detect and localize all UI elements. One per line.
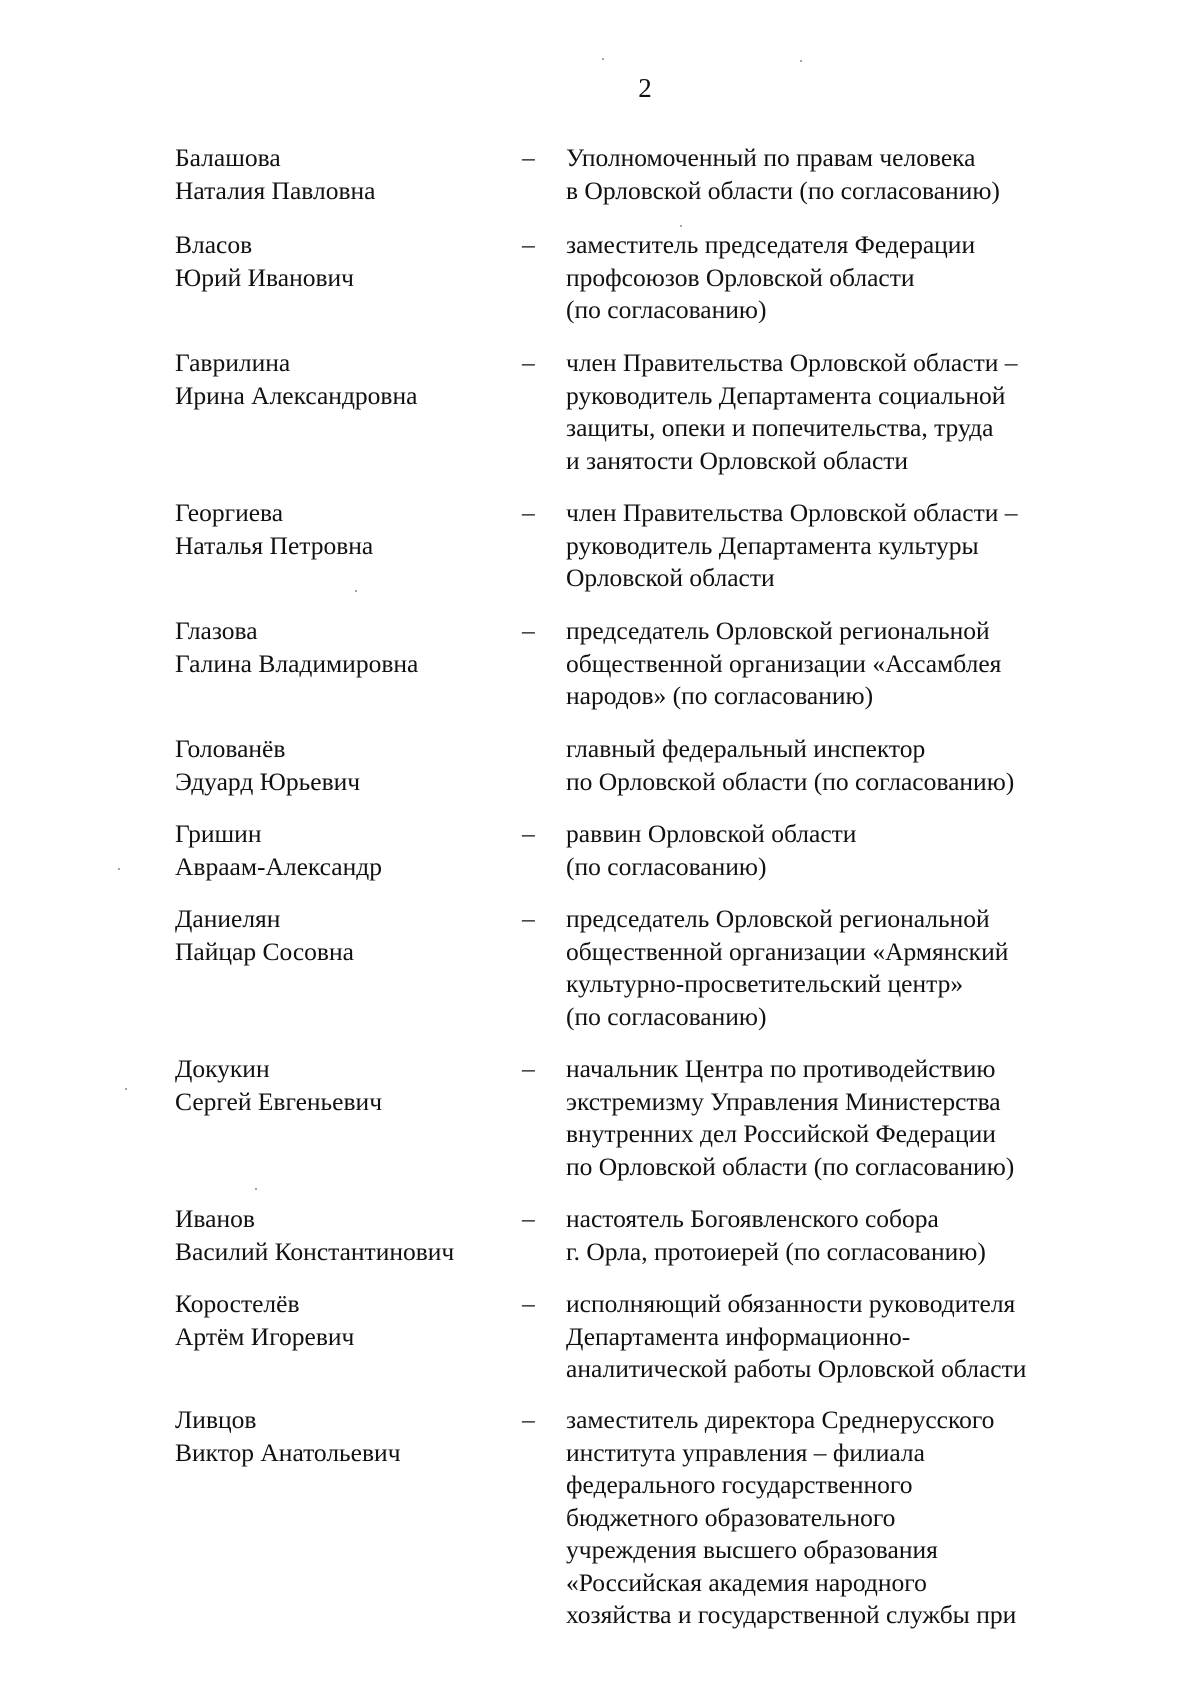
member-surname: Георгиева — [175, 498, 284, 527]
position-line: культурно-просветительский центр» — [566, 969, 964, 998]
entry-dash: – — [522, 230, 535, 259]
position-line: защиты, опеки и попечительства, труда — [566, 413, 994, 442]
position-line: Орловской области — [566, 563, 775, 592]
member-position — [566, 229, 1086, 327]
member-name — [175, 347, 515, 412]
member-name — [175, 1203, 515, 1268]
scan-speck — [680, 225, 682, 227]
member-surname: Коростелёв — [175, 1289, 300, 1318]
member-position — [566, 615, 1086, 713]
entry-dash: – — [522, 348, 535, 377]
position-line: член Правительства Орловской области – — [566, 498, 1018, 527]
member-name — [175, 1288, 515, 1353]
position-line: института управления – филиала — [566, 1437, 925, 1467]
position-line: народов» (по согласованию) — [566, 681, 874, 710]
scan-speck — [118, 868, 120, 870]
member-given-names: Артём Игоревич — [175, 1321, 355, 1351]
entry-dash: – — [522, 498, 535, 527]
entry-dash: – — [522, 1405, 535, 1434]
member-given-names: Наталия Павловна — [175, 175, 376, 205]
position-line: председатель Орловской региональной — [566, 616, 990, 645]
position-line: раввин Орловской области — [566, 819, 857, 848]
position-line: учреждения высшего образования — [566, 1535, 938, 1564]
position-line: внутренних дел Российской Федерации — [566, 1119, 996, 1148]
member-position — [566, 347, 1086, 477]
position-line: профсоюзов Орловской области — [566, 262, 915, 292]
member-surname: Даниелян — [175, 904, 281, 933]
member-name — [175, 733, 515, 798]
position-line: (по согласованию) — [566, 295, 767, 324]
member-surname: Гаврилина — [175, 348, 291, 377]
member-name — [175, 903, 515, 968]
member-given-names: Василий Константинович — [175, 1236, 455, 1266]
member-name — [175, 1404, 515, 1469]
member-surname: Голованёв — [175, 734, 286, 763]
member-given-names: Виктор Анатольевич — [175, 1437, 401, 1467]
member-position — [566, 1203, 1086, 1268]
position-line: г. Орла, протоиерей (по согласованию) — [566, 1236, 986, 1266]
member-given-names: Галина Владимировна — [175, 648, 419, 678]
scan-speck — [125, 1088, 127, 1090]
member-given-names: Эдуард Юрьевич — [175, 766, 361, 796]
position-line: и занятости Орловской области — [566, 445, 909, 475]
position-line: по Орловской области (по согласованию) — [566, 1151, 1015, 1181]
member-position — [566, 1404, 1086, 1632]
position-line: Уполномоченный по правам человека — [566, 143, 976, 172]
position-line: начальник Центра по противодействию — [566, 1054, 996, 1083]
entry-dash: – — [522, 143, 535, 172]
member-given-names: Сергей Евгеньевич — [175, 1086, 383, 1116]
member-given-names: Ирина Александровна — [175, 380, 418, 410]
position-line: федерального государственного — [566, 1470, 913, 1499]
entry-dash: – — [522, 1289, 535, 1318]
position-line: общественной организации «Армянский — [566, 936, 1009, 966]
scan-speck — [255, 1188, 257, 1190]
member-position — [566, 1288, 1086, 1386]
position-line: по Орловской области (по согласованию) — [566, 766, 1015, 796]
scan-speck — [602, 58, 604, 60]
member-name — [175, 615, 515, 680]
entry-dash: – — [522, 1054, 535, 1083]
position-line: руководитель Департамента социальной — [566, 380, 1006, 410]
position-line: экстремизму Управления Министерства — [566, 1086, 1001, 1116]
position-line: председатель Орловской региональной — [566, 904, 990, 933]
member-surname: Докукин — [175, 1054, 270, 1083]
position-line: бюджетного образовательного — [566, 1502, 896, 1532]
entry-dash: – — [522, 904, 535, 933]
member-name — [175, 142, 515, 207]
member-given-names: Наталья Петровна — [175, 530, 374, 560]
member-position — [566, 903, 1086, 1033]
member-surname: Ливцов — [175, 1405, 257, 1434]
position-line: руководитель Департамента культуры — [566, 530, 979, 560]
position-line: (по согласованию) — [566, 851, 767, 881]
position-line: аналитической работы Орловской области — [566, 1354, 1027, 1383]
position-line: Департамента информационно- — [566, 1321, 911, 1351]
member-surname: Балашова — [175, 143, 281, 172]
member-surname: Гришин — [175, 819, 262, 848]
member-name — [175, 1053, 515, 1118]
member-surname: Иванов — [175, 1204, 255, 1233]
position-line: «Российская академия народного — [566, 1567, 927, 1597]
member-name — [175, 818, 515, 883]
member-given-names: Юрий Иванович — [175, 262, 354, 292]
position-line: главный федеральный инспектор — [566, 734, 926, 763]
member-name — [175, 229, 515, 294]
position-line: настоятель Богоявленского собора — [566, 1204, 939, 1233]
member-given-names: Авраам-Александр — [175, 851, 383, 881]
member-position — [566, 733, 1086, 798]
position-line: хозяйства и государственной службы при — [566, 1600, 1017, 1629]
position-line: заместитель директора Среднерусского — [566, 1405, 995, 1434]
member-surname: Власов — [175, 230, 253, 259]
page-number: 2 — [638, 73, 652, 103]
scan-speck — [355, 590, 357, 592]
member-position — [566, 818, 1086, 883]
position-line: член Правительства Орловской области – — [566, 348, 1018, 377]
scan-speck — [800, 60, 802, 62]
member-position — [566, 497, 1086, 595]
entry-dash: – — [522, 1204, 535, 1233]
member-position — [566, 142, 1086, 207]
position-line: исполняющий обязанности руководителя — [566, 1289, 1016, 1318]
member-surname: Глазова — [175, 616, 258, 645]
position-line: в Орловской области (по согласованию) — [566, 175, 1000, 205]
entry-dash: – — [522, 819, 535, 848]
position-line: общественной организации «Ассамблея — [566, 648, 1002, 678]
member-given-names: Пайцар Сосовна — [175, 936, 354, 966]
entry-dash: – — [522, 616, 535, 645]
member-name — [175, 497, 515, 562]
position-line: заместитель председателя Федерации — [566, 230, 976, 259]
position-line: (по согласованию) — [566, 1001, 767, 1031]
member-position — [566, 1053, 1086, 1183]
